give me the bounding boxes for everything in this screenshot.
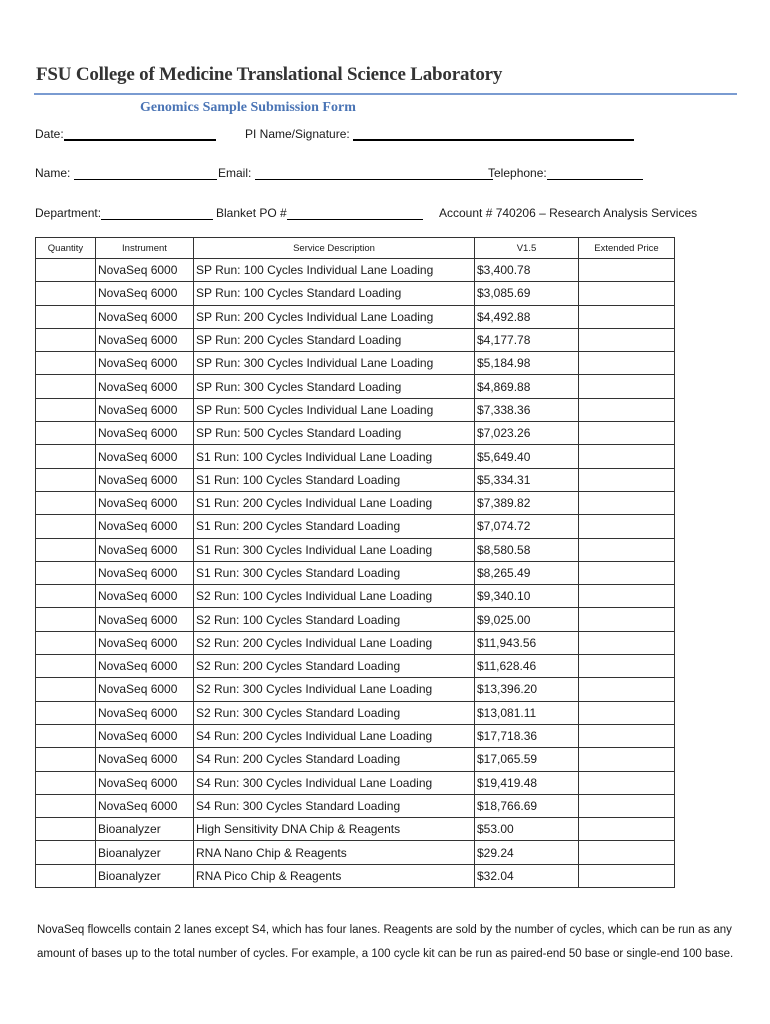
instrument-cell: NovaSeq 6000	[96, 328, 194, 351]
table-header-row	[36, 238, 675, 259]
quantity-cell[interactable]	[36, 841, 96, 864]
table-row	[36, 701, 675, 724]
service-description-cell: S1 Run: 300 Cycles Standard Loading	[194, 561, 475, 584]
quantity-cell[interactable]	[36, 748, 96, 771]
table-row	[36, 678, 675, 701]
table-row	[36, 585, 675, 608]
extended-price-cell[interactable]	[579, 631, 675, 654]
extended-price-cell[interactable]	[579, 445, 675, 468]
extended-price-cell[interactable]	[579, 655, 675, 678]
instrument-cell: NovaSeq 6000	[96, 259, 194, 282]
services-table	[35, 237, 675, 888]
extended-price-cell[interactable]	[579, 282, 675, 305]
instrument-cell: NovaSeq 6000	[96, 468, 194, 491]
table-row	[36, 468, 675, 491]
service-description-cell: SP Run: 200 Cycles Individual Lane Loading	[194, 305, 475, 328]
service-description-cell: RNA Nano Chip & Reagents	[194, 841, 475, 864]
service-description-cell: S2 Run: 100 Cycles Standard Loading	[194, 608, 475, 631]
instrument-cell: NovaSeq 6000	[96, 608, 194, 631]
service-description-cell: S2 Run: 200 Cycles Individual Lane Loading	[194, 631, 475, 654]
table-row	[36, 538, 675, 561]
instrument-cell: NovaSeq 6000	[96, 445, 194, 468]
table-row	[36, 748, 675, 771]
extended-price-cell[interactable]	[579, 818, 675, 841]
quantity-cell[interactable]	[36, 259, 96, 282]
instrument-cell: NovaSeq 6000	[96, 748, 194, 771]
instrument-cell: Bioanalyzer	[96, 818, 194, 841]
extended-price-cell[interactable]	[579, 398, 675, 421]
extended-price-cell[interactable]	[579, 305, 675, 328]
quantity-cell[interactable]	[36, 445, 96, 468]
instrument-cell: NovaSeq 6000	[96, 631, 194, 654]
extended-price-cell[interactable]	[579, 771, 675, 794]
extended-price-cell[interactable]	[579, 678, 675, 701]
table-row	[36, 794, 675, 817]
extended-price-cell[interactable]	[579, 794, 675, 817]
header-version-price: V1.5	[475, 238, 579, 259]
header-service-description: Service Description	[194, 238, 475, 259]
service-description-cell: S1 Run: 200 Cycles Standard Loading	[194, 515, 475, 538]
service-description-cell: RNA Pico Chip & Reagents	[194, 864, 475, 887]
price-cell: $7,389.82	[475, 491, 579, 514]
instrument-cell: NovaSeq 6000	[96, 724, 194, 747]
extended-price-cell[interactable]	[579, 585, 675, 608]
name-label: Name:	[35, 166, 71, 180]
blanket-po-field[interactable]	[216, 206, 423, 220]
instrument-cell: NovaSeq 6000	[96, 655, 194, 678]
extended-price-cell[interactable]	[579, 864, 675, 887]
table-row	[36, 491, 675, 514]
instrument-cell: NovaSeq 6000	[96, 538, 194, 561]
extended-price-cell[interactable]	[579, 515, 675, 538]
form-title: FSU College of Medicine Translational Science Laboratory	[36, 64, 503, 85]
table-row	[36, 841, 675, 864]
price-cell: $5,184.98	[475, 352, 579, 375]
header-instrument: Instrument	[96, 238, 194, 259]
extended-price-cell[interactable]	[579, 328, 675, 351]
price-cell: $9,340.10	[475, 585, 579, 608]
price-cell: $19,419.48	[475, 771, 579, 794]
email-field[interactable]	[218, 166, 493, 180]
table-row	[36, 608, 675, 631]
table-row	[36, 422, 675, 445]
quantity-cell[interactable]	[36, 468, 96, 491]
price-cell: $7,023.26	[475, 422, 579, 445]
blanket-po-input-line[interactable]	[287, 207, 423, 220]
quantity-cell[interactable]	[36, 864, 96, 887]
quantity-cell[interactable]	[36, 794, 96, 817]
extended-price-cell[interactable]	[579, 352, 675, 375]
extended-price-cell[interactable]	[579, 841, 675, 864]
instrument-cell: NovaSeq 6000	[96, 305, 194, 328]
instrument-cell: Bioanalyzer	[96, 841, 194, 864]
table-row	[36, 818, 675, 841]
quantity-cell[interactable]	[36, 585, 96, 608]
table-row	[36, 352, 675, 375]
header-extended-price: Extended Price	[579, 238, 675, 259]
service-description-cell: S4 Run: 300 Cycles Standard Loading	[194, 794, 475, 817]
footer-note: NovaSeq flowcells contain 2 lanes except S4, which has four lanes. Reagents are sold by the number of cycles, which can be run as any amount of bases up to the total number of cycles. For example, a 100 cycle kit can be run as paired-end 50 base or single-end 100 base.	[37, 924, 734, 960]
pi-input-line[interactable]	[353, 127, 634, 141]
instrument-cell: NovaSeq 6000	[96, 422, 194, 445]
price-cell: $32.04	[475, 864, 579, 887]
email-input-line[interactable]	[255, 167, 493, 180]
quantity-cell[interactable]	[36, 561, 96, 584]
quantity-cell[interactable]	[36, 305, 96, 328]
table-row	[36, 724, 675, 747]
table-row	[36, 445, 675, 468]
quantity-cell[interactable]	[36, 608, 96, 631]
quantity-cell[interactable]	[36, 538, 96, 561]
email-label: Email:	[218, 166, 252, 180]
instrument-cell: NovaSeq 6000	[96, 491, 194, 514]
service-description-cell: High Sensitivity DNA Chip & Reagents	[194, 818, 475, 841]
service-description-cell: S4 Run: 200 Cycles Standard Loading	[194, 748, 475, 771]
service-description-cell: S1 Run: 100 Cycles Standard Loading	[194, 468, 475, 491]
quantity-cell[interactable]	[36, 515, 96, 538]
quantity-cell[interactable]	[36, 631, 96, 654]
table-row	[36, 259, 675, 282]
instrument-cell: NovaSeq 6000	[96, 561, 194, 584]
price-cell: $18,766.69	[475, 794, 579, 817]
service-description-cell: S1 Run: 200 Cycles Individual Lane Loading	[194, 491, 475, 514]
quantity-cell[interactable]	[36, 678, 96, 701]
table-row	[36, 328, 675, 351]
date-label: Date:	[35, 127, 64, 141]
price-cell: $53.00	[475, 818, 579, 841]
service-description-cell: S4 Run: 300 Cycles Individual Lane Loading	[194, 771, 475, 794]
service-description-cell: SP Run: 300 Cycles Individual Lane Loading	[194, 352, 475, 375]
table-row	[36, 282, 675, 305]
service-description-cell: S1 Run: 300 Cycles Individual Lane Loading	[194, 538, 475, 561]
price-cell: $17,718.36	[475, 724, 579, 747]
instrument-cell: NovaSeq 6000	[96, 794, 194, 817]
service-description-cell: SP Run: 100 Cycles Individual Lane Loading	[194, 259, 475, 282]
department-input-line[interactable]	[101, 207, 213, 220]
department-field[interactable]	[35, 206, 213, 220]
instrument-cell: NovaSeq 6000	[96, 678, 194, 701]
instrument-cell: NovaSeq 6000	[96, 585, 194, 608]
price-cell: $13,081.11	[475, 701, 579, 724]
pi-label: PI Name/Signature:	[245, 127, 350, 141]
extended-price-cell[interactable]	[579, 538, 675, 561]
service-description-cell: S2 Run: 300 Cycles Standard Loading	[194, 701, 475, 724]
quantity-cell[interactable]	[36, 398, 96, 421]
department-label: Department:	[35, 206, 102, 220]
extended-price-cell[interactable]	[579, 561, 675, 584]
extended-price-cell[interactable]	[579, 724, 675, 747]
table-row	[36, 515, 675, 538]
price-cell: $5,649.40	[475, 445, 579, 468]
price-cell: $29.24	[475, 841, 579, 864]
service-description-cell: S4 Run: 200 Cycles Individual Lane Loading	[194, 724, 475, 747]
price-cell: $3,400.78	[475, 259, 579, 282]
instrument-cell: NovaSeq 6000	[96, 701, 194, 724]
quantity-cell[interactable]	[36, 422, 96, 445]
extended-price-cell[interactable]	[579, 375, 675, 398]
table-row	[36, 631, 675, 654]
instrument-cell: NovaSeq 6000	[96, 515, 194, 538]
table-row	[36, 375, 675, 398]
form-subtitle: Genomics Sample Submission Form	[140, 100, 356, 115]
extended-price-cell[interactable]	[579, 422, 675, 445]
pi-signature-field[interactable]	[245, 127, 634, 141]
table-row	[36, 655, 675, 678]
price-cell: $7,074.72	[475, 515, 579, 538]
service-description-cell: S2 Run: 100 Cycles Individual Lane Loading	[194, 585, 475, 608]
price-cell: $4,492.88	[475, 305, 579, 328]
quantity-cell[interactable]	[36, 701, 96, 724]
service-description-cell: SP Run: 500 Cycles Standard Loading	[194, 422, 475, 445]
instrument-cell: Bioanalyzer	[96, 864, 194, 887]
quantity-cell[interactable]	[36, 282, 96, 305]
quantity-cell[interactable]	[36, 771, 96, 794]
quantity-cell[interactable]	[36, 818, 96, 841]
instrument-cell: NovaSeq 6000	[96, 771, 194, 794]
service-description-cell: SP Run: 200 Cycles Standard Loading	[194, 328, 475, 351]
telephone-input-line[interactable]	[547, 167, 643, 180]
name-field[interactable]	[35, 166, 217, 180]
price-cell: $7,338.36	[475, 398, 579, 421]
price-cell: $13,396.20	[475, 678, 579, 701]
table-row	[36, 398, 675, 421]
price-cell: $5,334.31	[475, 468, 579, 491]
price-cell: $11,628.46	[475, 655, 579, 678]
table-row	[36, 864, 675, 887]
price-cell: $11,943.56	[475, 631, 579, 654]
table-row	[36, 305, 675, 328]
extended-price-cell[interactable]	[579, 748, 675, 771]
price-cell: $3,085.69	[475, 282, 579, 305]
service-description-cell: SP Run: 100 Cycles Standard Loading	[194, 282, 475, 305]
extended-price-cell[interactable]	[579, 608, 675, 631]
name-input-line[interactable]	[74, 167, 217, 180]
instrument-cell: NovaSeq 6000	[96, 375, 194, 398]
quantity-cell[interactable]	[36, 491, 96, 514]
service-description-cell: SP Run: 300 Cycles Standard Loading	[194, 375, 475, 398]
price-cell: $9,025.00	[475, 608, 579, 631]
service-description-cell: S1 Run: 100 Cycles Individual Lane Loading	[194, 445, 475, 468]
telephone-field[interactable]	[488, 166, 643, 180]
price-cell: $8,580.58	[475, 538, 579, 561]
quantity-cell[interactable]	[36, 375, 96, 398]
service-description-cell: S2 Run: 300 Cycles Individual Lane Loading	[194, 678, 475, 701]
service-description-cell: SP Run: 500 Cycles Individual Lane Loading	[194, 398, 475, 421]
date-input-line[interactable]	[64, 127, 216, 141]
instrument-cell: NovaSeq 6000	[96, 282, 194, 305]
price-cell: $17,065.59	[475, 748, 579, 771]
extended-price-cell[interactable]	[579, 259, 675, 282]
quantity-cell[interactable]	[36, 655, 96, 678]
price-cell: $4,177.78	[475, 328, 579, 351]
blanket-po-label: Blanket PO #	[216, 206, 287, 220]
telephone-label: Telephone:	[488, 166, 547, 180]
price-cell: $4,869.88	[475, 375, 579, 398]
quantity-cell[interactable]	[36, 352, 96, 375]
instrument-cell: NovaSeq 6000	[96, 352, 194, 375]
extended-price-cell[interactable]	[579, 468, 675, 491]
quantity-cell[interactable]	[36, 724, 96, 747]
date-field[interactable]	[35, 127, 216, 141]
quantity-cell[interactable]	[36, 328, 96, 351]
price-cell: $8,265.49	[475, 561, 579, 584]
table-row	[36, 561, 675, 584]
table-row	[36, 771, 675, 794]
extended-price-cell[interactable]	[579, 491, 675, 514]
instrument-cell: NovaSeq 6000	[96, 398, 194, 421]
account-info: Account # 740206 – Research Analysis Services	[439, 206, 698, 220]
extended-price-cell[interactable]	[579, 701, 675, 724]
header-quantity: Quantity	[36, 238, 96, 259]
service-description-cell: S2 Run: 200 Cycles Standard Loading	[194, 655, 475, 678]
title-divider	[34, 93, 737, 95]
